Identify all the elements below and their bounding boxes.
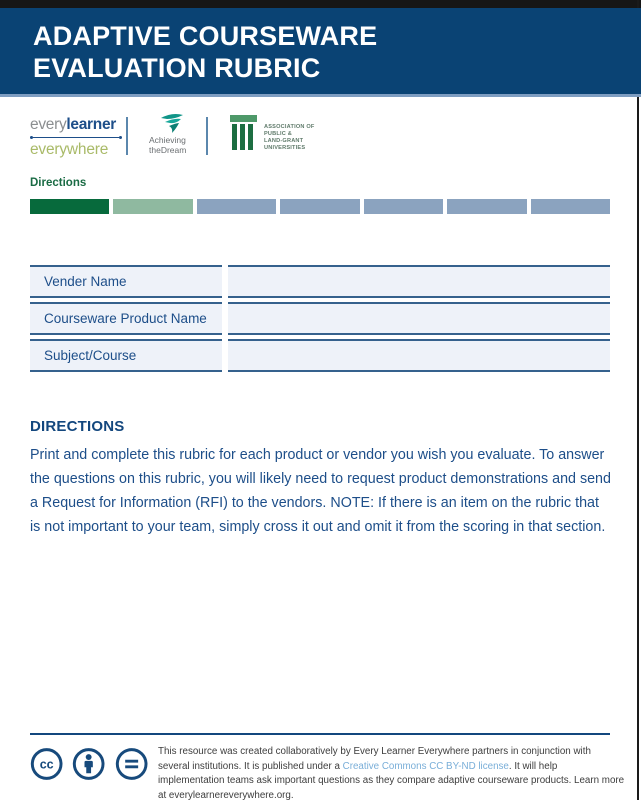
page-title-line2: EVALUATION RUBRIC: [33, 53, 321, 83]
aplu-line3: LAND-GRANT: [264, 138, 304, 144]
everylearner-wordmark: [30, 116, 122, 134]
progress-segment-7: [531, 199, 610, 214]
aplu-logo: [230, 115, 315, 152]
form-row-label: Courseware Product Name: [30, 302, 222, 335]
footer: [30, 745, 625, 803]
progress-segment-5: [364, 199, 443, 214]
footer-attribution-text: [158, 745, 625, 803]
aplu-line1: ASSOCIATION OF: [264, 124, 315, 130]
progress-segment-2: [113, 199, 192, 214]
everylearner-word-every: every: [30, 116, 67, 133]
vendor-form: [30, 265, 610, 376]
aplu-line2: PUBLIC &: [264, 131, 293, 137]
footer-text-before: This resource was created collaboratively by Every Learner Everywhere partners in conjunction with several institutions. It is published under a: [158, 746, 591, 772]
form-row-value-field[interactable]: [228, 302, 610, 335]
progress-segment-1: [30, 199, 109, 214]
page-title: [33, 20, 641, 84]
attribution-icon: [72, 747, 105, 781]
footer-text-after: . It will help implementation teams ask important questions as they compare adaptive courseware products. Learn more at everylearnereverywhere.org.: [158, 760, 625, 801]
page-edge-line: [637, 0, 639, 800]
achieving-the-dream-swirl-icon: [159, 112, 185, 134]
everylearner-word-learner: learner: [66, 116, 117, 133]
achieving-the-dream-wordmark: [142, 136, 202, 155]
atd-line2: theDream: [149, 144, 187, 155]
progress-segment-4: [280, 199, 359, 214]
progress-bar: [30, 199, 610, 214]
everylearner-arrow-icon: [30, 135, 122, 140]
progress-segment-3: [197, 199, 276, 214]
svg-text:cc: cc: [39, 757, 54, 772]
form-row-label: Vender Name: [30, 265, 222, 298]
logo-divider: [206, 117, 208, 155]
atd-line1: Achieving: [149, 135, 186, 145]
no-derivatives-icon: [115, 747, 148, 781]
form-row: [30, 302, 610, 335]
progress-section-label: Directions: [30, 177, 87, 189]
logo-divider: [126, 117, 128, 155]
cc-license-icon: [30, 747, 63, 781]
header-banner: [0, 8, 641, 97]
form-row-label: Subject/Course: [30, 339, 222, 372]
form-row-value-field[interactable]: [228, 339, 610, 372]
aplu-columns-icon: [230, 115, 258, 152]
progress-segment-6: [447, 199, 526, 214]
directions-heading: DIRECTIONS: [30, 418, 125, 435]
cc-license-link[interactable]: Creative Commons CC BY-ND license: [342, 760, 509, 772]
aplu-wordmark: [264, 124, 315, 152]
logo-band: [30, 112, 590, 162]
form-row-value-field[interactable]: [228, 265, 610, 298]
directions-section: [30, 418, 612, 539]
directions-body-text: Print and complete this rubric for each product or vendor you wish you evaluate. To answer the questions on this rubric, you will likely need to request product demonstrations and send a Request for Information (RFI) to the vendors. NOTE: If there is an item on the rubric that is not important to your team, simply cross it out and omit it from the scoring in that section.: [30, 447, 611, 535]
form-row: [30, 339, 610, 372]
achieving-the-dream-logo: [142, 112, 202, 155]
creative-commons-icons: [30, 745, 148, 803]
form-row: [30, 265, 610, 298]
everylearner-word-everywhere: everywhere: [30, 141, 109, 158]
every-learner-everywhere-logo: [30, 116, 122, 159]
top-black-bar: [0, 0, 641, 8]
page-title-line1: ADAPTIVE COURSEWARE: [33, 21, 378, 51]
footer-divider: [30, 733, 610, 735]
aplu-line4: UNIVERSITIES: [264, 145, 306, 151]
